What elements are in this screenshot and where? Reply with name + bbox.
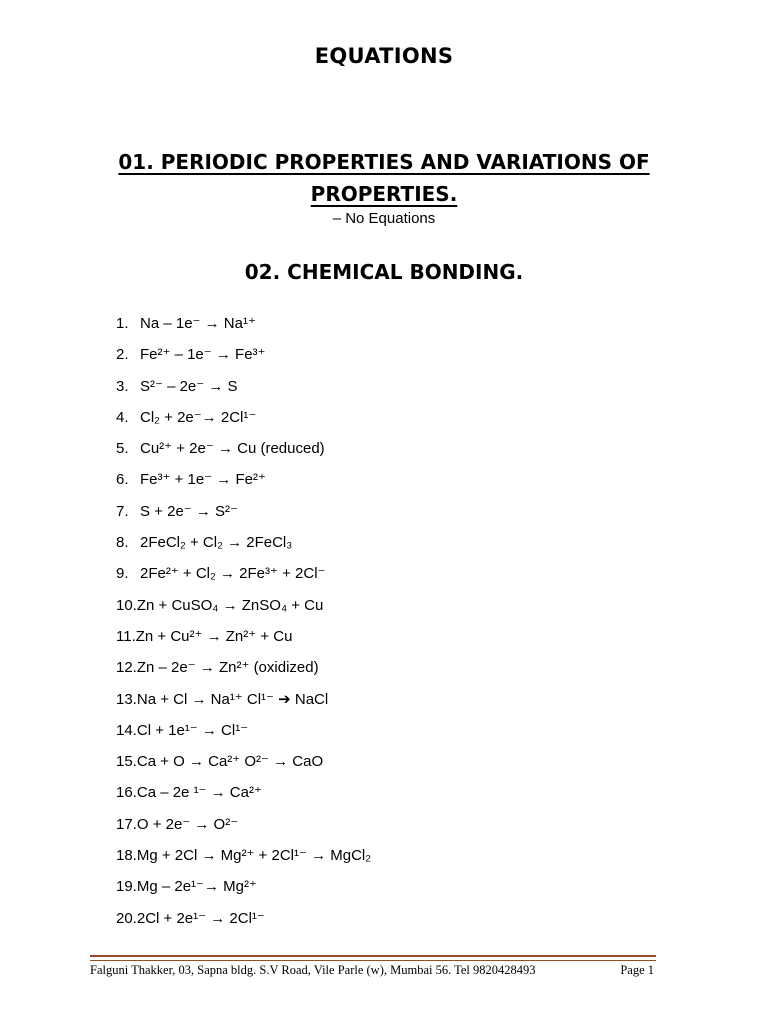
- section-1-heading-line-1: 01. PERIODIC PROPERTIES AND VARIATIONS OF: [118, 150, 650, 174]
- footer-divider: [90, 955, 656, 961]
- equation-text: Na – 1e⁻ → Na¹⁺: [140, 315, 256, 332]
- equation-item: [116, 530, 371, 561]
- equation-item: [116, 655, 371, 686]
- equation-number: 16.: [116, 784, 137, 802]
- equation-text: 2Fe²⁺ + Cl₂ → 2Fe³⁺ + 2Cl⁻: [140, 565, 326, 583]
- equation-text: Mg – 2e¹⁻→ Mg²⁺: [136, 878, 257, 896]
- equation-item: [116, 374, 371, 405]
- equation-text: Zn + CuSO₄ → ZnSO₄ + Cu: [136, 596, 324, 614]
- equation-text: O + 2e⁻ → O²⁻: [136, 815, 239, 833]
- equation-text: Cl + 1e¹⁻ → Cl¹⁻: [136, 721, 249, 739]
- equation-number: 14.: [116, 721, 137, 739]
- equation-item: [116, 749, 371, 780]
- section-1-heading-line-2: PROPERTIES.: [310, 182, 458, 206]
- equation-item: [116, 780, 371, 811]
- equation-item: [116, 906, 371, 937]
- equation-number: 17.: [116, 815, 137, 833]
- equation-number: 3.: [116, 377, 129, 395]
- equation-number: 1.: [116, 315, 129, 332]
- equation-item: [116, 436, 371, 467]
- equation-text: Cu²⁺ + 2e⁻ → Cu (reduced): [140, 440, 325, 458]
- equation-text: S²⁻ – 2e⁻ → S: [140, 377, 238, 395]
- equation-number: 9.: [116, 565, 129, 583]
- page-number: Page 1: [620, 963, 654, 977]
- equation-text: Zn + Cu²⁺ → Zn²⁺ + Cu: [135, 627, 293, 645]
- equation-item: [116, 593, 371, 624]
- equation-number: 13.: [116, 690, 137, 708]
- equation-text: 2Cl + 2e¹⁻ → 2Cl¹⁻: [136, 909, 265, 927]
- equation-item: [116, 561, 371, 592]
- equation-item: [116, 499, 371, 530]
- equation-item: [116, 311, 371, 342]
- equation-number: 10.: [116, 596, 137, 614]
- equation-number: 12.: [116, 659, 137, 677]
- footer: [90, 963, 654, 978]
- equation-item: [116, 624, 371, 655]
- equation-item: [116, 843, 371, 874]
- equation-number: 19.: [116, 878, 137, 896]
- equation-number: 8.: [116, 534, 129, 552]
- equation-number: 15.: [116, 753, 137, 771]
- equation-text: Mg + 2Cl → Mg²⁺ + 2Cl¹⁻ → MgCl₂: [136, 847, 372, 865]
- equation-item: [116, 718, 371, 749]
- section-2-heading: 02. CHEMICAL BONDING.: [244, 260, 524, 284]
- section-1-heading: [0, 146, 768, 210]
- equation-text: Fe²⁺ – 1e⁻ → Fe³⁺: [140, 346, 266, 364]
- footer-address: Falguni Thakker, 03, Sapna bldg. S.V Road, Vile Parle (w), Mumbai 56. Tel 9820428493: [90, 963, 536, 977]
- equation-text: 2FeCl₂ + Cl₂ → 2FeCl₃: [140, 534, 293, 552]
- equation-number: 5.: [116, 440, 129, 458]
- equation-list: [116, 311, 371, 937]
- equation-number: 7.: [116, 502, 129, 520]
- equation-item: [116, 405, 371, 436]
- equation-number: 20.: [116, 909, 137, 927]
- document-title: EQUATIONS: [314, 44, 454, 68]
- section-1-note: – No Equations: [332, 210, 436, 227]
- equation-text: Ca + O → Ca²⁺ O²⁻ → CaO: [136, 753, 324, 771]
- equation-item: [116, 687, 371, 718]
- equation-item: [116, 812, 371, 843]
- equation-text: Cl₂ + 2e⁻→ 2Cl¹⁻: [140, 408, 257, 426]
- equation-item: [116, 342, 371, 373]
- equation-number: 4.: [116, 408, 129, 426]
- equation-item: [116, 874, 371, 905]
- equation-text: Ca – 2e ¹⁻ → Ca²⁺: [136, 784, 262, 802]
- equation-number: 6.: [116, 471, 129, 489]
- equation-text: S + 2e⁻ → S²⁻: [140, 502, 238, 520]
- equation-number: 11.: [116, 627, 136, 645]
- equation-number: 2.: [116, 346, 129, 364]
- equation-item: [116, 467, 371, 498]
- equation-text: Na + Cl → Na¹⁺ Cl¹⁻ ➔ NaCl: [136, 690, 329, 708]
- equation-text: Fe³⁺ + 1e⁻ → Fe²⁺: [140, 471, 266, 489]
- equation-number: 18.: [116, 847, 137, 865]
- equation-text: Zn – 2e⁻ → Zn²⁺ (oxidized): [136, 659, 319, 677]
